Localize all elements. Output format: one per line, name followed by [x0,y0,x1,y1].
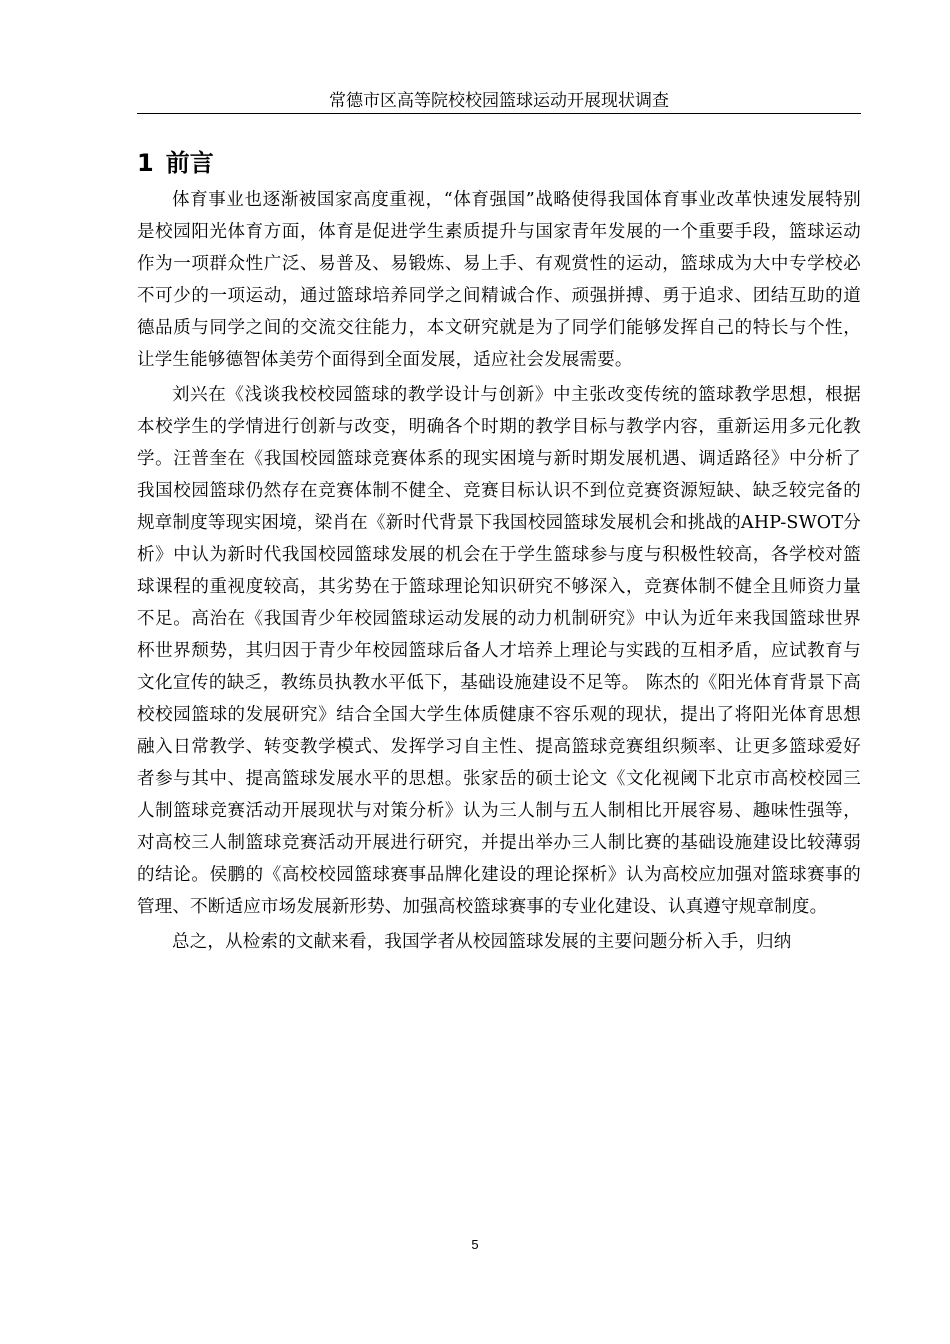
section-heading [137,148,214,178]
section-number: 1 [137,149,154,177]
paragraph-intro: 体育事业也逐渐被国家高度重视，“体育强国”战略使得我国体育事业改革快速发展特别是校园阳光体育方面，体育是促进学生素质提升与国家青年发展的一个重要手段，篮球运动作为一项群众性广泛、易普及、易锻炼、易上手、有观赏性的运动，篮球成为大中专学校必不可少的一项运动，通过篮球培养同学之间精诚合作、顽强拼搏、勇于追求、团结互助的道德品质与同学之间的交流交往能力，本文研究就是为了同学们能够发挥自己的特长与个性，让学生能够德智体美劳个面得到全面发展，适应社会发展需要。 [137,190,861,370]
paragraph-literature-review: 刘兴在《浅谈我校校园篮球的教学设计与创新》中主张改变传统的篮球教学思想，根据本校学生的学情进行创新与改变，明确各个时期的教学目标与教学内容，重新运用多元化教学。汪普奎在《我国校园篮球竞赛体系的现实困境与新时期发展机遇、调适路径》中分析了我国校园篮球仍然存在竞赛体制不健全、竞赛目标认识不到位竞赛资源短缺、缺乏较完备的规章制度等现实困境，梁肖在《新时代背景下我国校园篮球发展机会和挑战的AHP-SWOT分析》中认为新时代我国校园篮球发展的机会在于学生篮球参与度与积极性较高，各学校对篮球课程的重视度较高，其劣势在于篮球理论知识研究不够深入，竞赛体制不健全且师资力量不足。高治在《我国青少年校园篮球运动发展的动力机制研究》中认为近年来我国篮球世界杯世界颓势，其归因于青少年校园篮球后备人才培养上理论与实践的互相矛盾，应试教育与文化宣传的缺乏，教练员执教水平低下，基础设施建设不足等。 陈杰的《阳光体育背景下高校校园篮球的发展研究》结合全国大学生体质健康不容乐观的现状，提出了将阳光体育思想融入日常教学、转变教学模式、发挥学习自主性、提高篮球竞赛组织频率、让更多篮球爱好者参与其中、提高篮球发展水平的思想。张家岳的硕士论文《文化视阈下北京市高校校园三人制篮球竞赛活动开展现状与对策分析》认为三人制与五人制相比开展容易、趣味性强等，对高校三人制篮球竞赛活动开展进行研究，并提出举办三人制比赛的基础设施建设比较薄弱的结论。侯鹏的《高校校园篮球赛事品牌化建设的理论探析》认为高校应加强对篮球赛事的管理、不断适应市场发展新形势、加强高校篮球赛事的专业化建设、认真遵守规章制度。 [137,385,861,917]
running-header: 常德市区高等院校校园篮球运动开展现状调查 [329,91,669,111]
header-rule [137,113,861,114]
page-number: 5 [471,1237,479,1252]
paragraph-summary: 总之，从检索的文献来看，我国学者从校园篮球发展的主要问题分析入手，归纳 [172,932,792,952]
body-text [137,184,861,958]
section-title: 前言 [165,149,214,177]
